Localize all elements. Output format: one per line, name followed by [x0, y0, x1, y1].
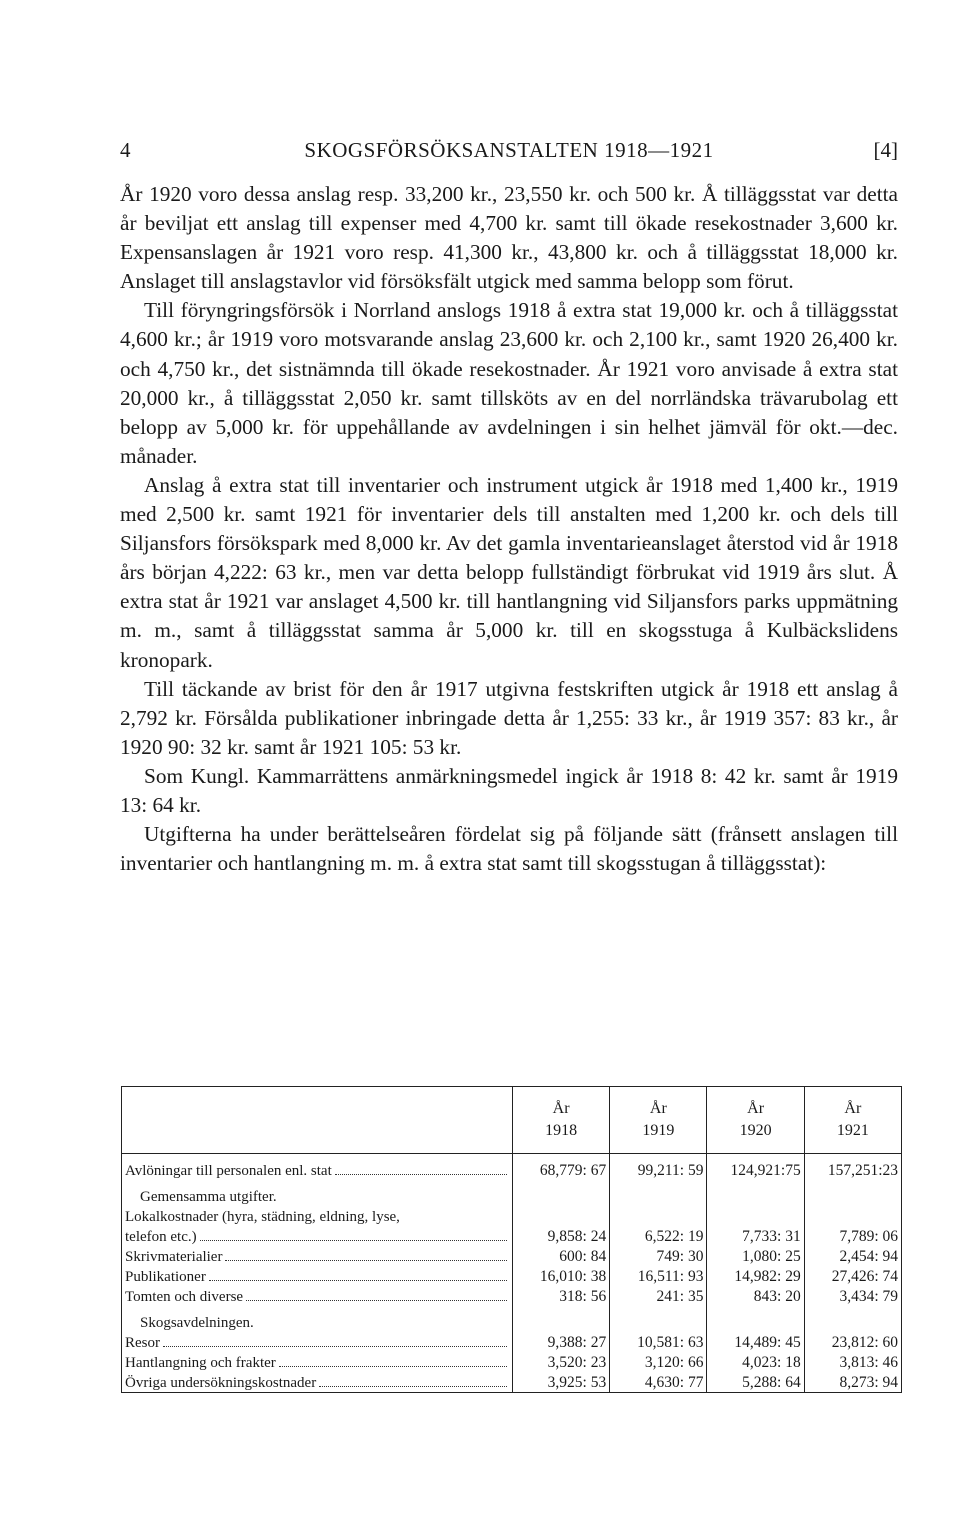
value-cell: 7,789: 06 [804, 1226, 901, 1246]
value-cell: 14,982: 29 [707, 1266, 804, 1286]
value-cell [804, 1186, 901, 1206]
value-cell: 7,733: 31 [707, 1226, 804, 1246]
paragraph: Till täckande av brist för den år 1917 utgivna festskriften utgick år 1918 ett anslag å 2,792 kr. Försålda publikationer inbringade detta år 1,255: 33 kr., år 1919 357: 83 kr., år 1920 90: 32 kr. samt år 1921 105: 53 kr. [120, 676, 898, 759]
table-row [122, 1226, 902, 1246]
value-cell: 2,454: 94 [804, 1246, 901, 1266]
table-row [122, 1332, 902, 1352]
value-cell: 3,120: 66 [610, 1352, 707, 1372]
row-label: Avlöningar till personalen enl. stat [122, 1160, 513, 1180]
value-cell [513, 1186, 610, 1206]
table-row [122, 1246, 902, 1266]
value-cell: 8,273: 94 [804, 1372, 901, 1393]
table-row [122, 1372, 902, 1393]
paragraph: Anslag å extra stat till inventarier och instrument utgick år 1918 med 1,400 kr., 1919 med 2,500 kr. samt 1921 för inventarier dels till anstalten med 1,200 kr. och dels till Siljansfors försökspark med 8,000 kr. Av det gamla inventarieanslaget återstod vid år 1918 års början 4,222: 63 kr., men var detta belopp fullständigt förbrukat vid 1919 års slut. Å extra stat år 1921 var anslaget 4,500 kr. till hantlangning vid Siljansfors parks uppmätning m. m., samt å tilläggsstat samma år 5,000 kr. till en skogsstuga å Kulbäckslidens kronopark. [120, 472, 898, 672]
value-cell [707, 1186, 804, 1206]
year-header: År 1918 [513, 1087, 610, 1154]
year-header: År 1919 [610, 1087, 707, 1154]
page-reference: [4] [873, 138, 898, 162]
table-row [122, 1186, 902, 1206]
value-cell: 10,581: 63 [610, 1332, 707, 1352]
value-cell: 157,251:23 [804, 1160, 901, 1180]
value-cell: 3,434: 79 [804, 1286, 901, 1306]
page-number: 4 [120, 138, 131, 162]
year-header: År 1921 [804, 1087, 901, 1154]
running-title: SKOGSFÖRSÖKSANSTALTEN 1918—1921 [304, 138, 714, 162]
paragraph: Till föryngringsförsök i Norrland anslogs 1918 å extra stat 19,000 kr. och å tilläggsstat 4,600 kr.; år 1919 voro motsvarande anslag 23,600 kr. och 2,100 kr., samt 1920 26,400 kr. och 4,750 kr., det sistnämnda till ökade resekostnader. År 1921 voro anvisade å extra stat 20,000 kr., å tilläggsstat 2,050 kr. samt tillsköts av en del norrländska trävarubolag ett belopp av 5,000 kr. för uppehållande av avdelningen i sin helhet jämväl för okt.—dec. månader. [120, 298, 898, 468]
value-cell [707, 1312, 804, 1332]
value-cell: 1,080: 25 [707, 1246, 804, 1266]
value-cell [610, 1312, 707, 1332]
value-cell: 4,023: 18 [707, 1352, 804, 1372]
table-row [122, 1266, 902, 1286]
row-label: Övriga undersökningskostnader [122, 1372, 513, 1393]
value-cell: 9,388: 27 [513, 1332, 610, 1352]
value-cell [804, 1312, 901, 1332]
value-cell: 843: 20 [707, 1286, 804, 1306]
row-label: Hantlangning och frakter [122, 1352, 513, 1372]
value-cell: 27,426: 74 [804, 1266, 901, 1286]
table-row [122, 1352, 902, 1372]
row-label: telefon etc.) [122, 1226, 513, 1246]
table-row [122, 1206, 902, 1226]
table-row [122, 1160, 902, 1180]
value-cell [513, 1312, 610, 1332]
row-label: Lokalkostnader (hyra, städning, eldning, lyse, [122, 1206, 513, 1226]
value-cell [610, 1206, 707, 1226]
table-row [122, 1286, 902, 1306]
table-row [122, 1312, 902, 1332]
value-cell: 99,211: 59 [610, 1160, 707, 1180]
paragraph: År 1920 voro dessa anslag resp. 33,200 kr., 23,550 kr. och 500 kr. Å tilläggsstat var detta år beviljat ett anslag till expenser med 4,700 kr. samt till ökade resekostnader 3,600 kr. Expensanslagen år 1921 voro resp. 41,300 kr., 43,800 kr. och å tilläggsstat 18,000 kr. Anslaget till anslagstavlor vid försöksfält utgick med samma belopp som förut. [120, 182, 898, 294]
value-cell: 9,858: 24 [513, 1226, 610, 1246]
value-cell [513, 1206, 610, 1226]
paragraph: Utgifterna ha under berättelseåren fördelat sig på följande sätt (frånsett anslagen till inventarier och hantlangning m. m. å extra stat samt till skogsstugan å tilläggsstat): [120, 822, 898, 876]
value-cell: 16,010: 38 [513, 1266, 610, 1286]
value-cell [707, 1206, 804, 1226]
table-header-row [122, 1087, 902, 1154]
row-label: Tomten och diverse [122, 1286, 513, 1306]
value-cell: 14,489: 45 [707, 1332, 804, 1352]
value-cell: 16,511: 93 [610, 1266, 707, 1286]
body-text [120, 180, 898, 878]
year-header: År 1920 [707, 1087, 804, 1154]
paragraph: Som Kungl. Kammarrättens anmärkningsmedel ingick år 1918 8: 42 kr. samt år 1919 13: 64 kr. [120, 763, 898, 817]
expenditure-table [121, 1086, 902, 1393]
value-cell: 6,522: 19 [610, 1226, 707, 1246]
row-label: Skogsavdelningen. [122, 1312, 513, 1332]
value-cell: 5,288: 64 [707, 1372, 804, 1393]
row-label: Publikationer [122, 1266, 513, 1286]
page-header [120, 138, 898, 172]
value-cell [610, 1186, 707, 1206]
value-cell: 600: 84 [513, 1246, 610, 1266]
row-label: Skrivmaterialier [122, 1246, 513, 1266]
value-cell: 3,925: 53 [513, 1372, 610, 1393]
value-cell: 3,813: 46 [804, 1352, 901, 1372]
value-cell: 124,921:75 [707, 1160, 804, 1180]
value-cell: 749: 30 [610, 1246, 707, 1266]
value-cell: 68,779: 67 [513, 1160, 610, 1180]
value-cell: 318: 56 [513, 1286, 610, 1306]
value-cell: 4,630: 77 [610, 1372, 707, 1393]
value-cell [804, 1206, 901, 1226]
header-blank-cell [122, 1087, 513, 1154]
row-label: Gemensamma utgifter. [122, 1186, 513, 1206]
row-label: Resor [122, 1332, 513, 1352]
value-cell: 3,520: 23 [513, 1352, 610, 1372]
value-cell: 23,812: 60 [804, 1332, 901, 1352]
value-cell: 241: 35 [610, 1286, 707, 1306]
